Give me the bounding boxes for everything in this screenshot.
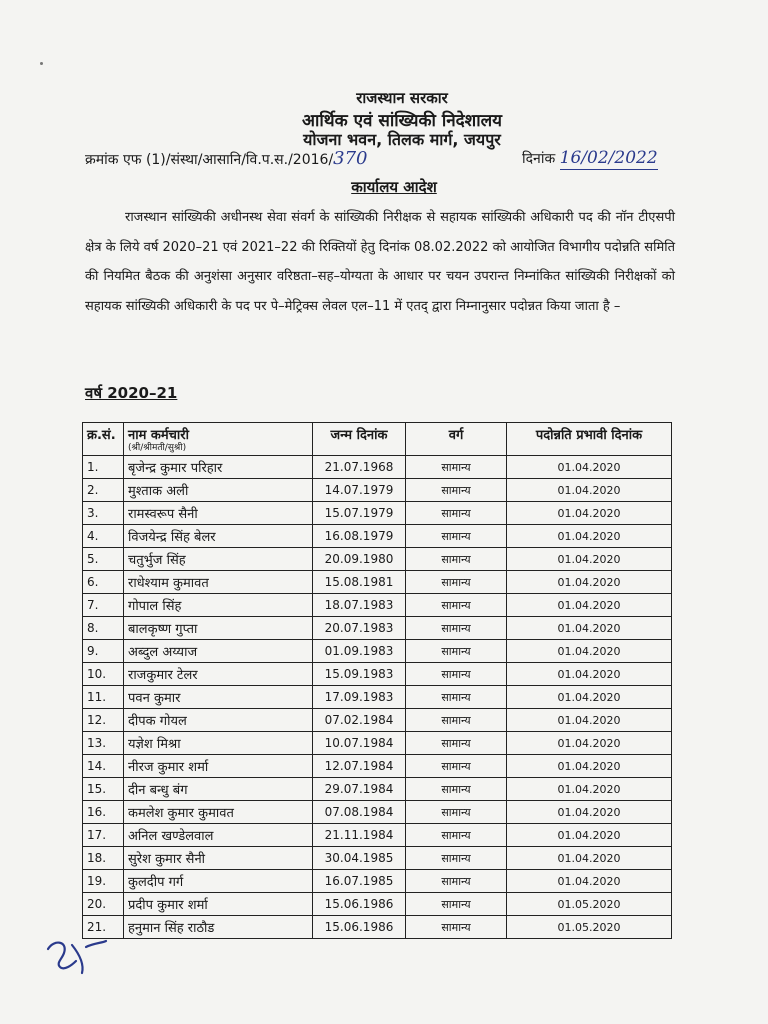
row-effective-date: 01.04.2020 [507,456,672,479]
row-name: बृजेन्द्र कुमार परिहार [124,456,313,479]
row-name: सुरेश कुमार सैनी [124,847,313,870]
row-sn: 7. [83,594,124,617]
row-dob: 01.09.1983 [313,640,406,663]
row-effective-date: 01.04.2020 [507,640,672,663]
row-effective-date: 01.05.2020 [507,916,672,939]
table-row [83,663,672,686]
row-effective-date: 01.04.2020 [507,732,672,755]
row-sn: 5. [83,548,124,571]
header-sn: क्र.सं. [83,423,124,456]
row-sn: 10. [83,663,124,686]
row-dob: 20.09.1980 [313,548,406,571]
row-dob: 29.07.1984 [313,778,406,801]
table-row [83,870,672,893]
row-name: प्रदीप कुमार शर्मा [124,893,313,916]
row-sn: 12. [83,709,124,732]
row-name: राधेश्याम कुमावत [124,571,313,594]
row-category: सामान्य [406,801,507,824]
row-effective-date: 01.04.2020 [507,801,672,824]
row-name: अब्दुल अय्याज [124,640,313,663]
date-label: दिनांक [522,151,556,167]
row-effective-date: 01.04.2020 [507,617,672,640]
row-category: सामान्य [406,686,507,709]
header-name-label: नाम कर्मचारी [128,428,189,443]
table-row [83,502,672,525]
row-sn: 9. [83,640,124,663]
row-effective-date: 01.04.2020 [507,870,672,893]
header-name [124,423,313,456]
row-dob: 16.07.1985 [313,870,406,893]
row-sn: 15. [83,778,124,801]
row-name: दीन बन्धु बंग [124,778,313,801]
row-dob: 18.07.1983 [313,594,406,617]
row-sn: 2. [83,479,124,502]
row-sn: 21. [83,916,124,939]
scan-speck [40,62,43,65]
row-dob: 15.09.1983 [313,663,406,686]
row-sn: 16. [83,801,124,824]
row-category: सामान्य [406,502,507,525]
row-dob: 15.06.1986 [313,893,406,916]
row-sn: 20. [83,893,124,916]
row-dob: 21.07.1968 [313,456,406,479]
row-dob: 30.04.1985 [313,847,406,870]
row-sn: 6. [83,571,124,594]
row-dob: 15.06.1986 [313,916,406,939]
order-body-paragraph: राजस्थान सांख्यिकी अधीनस्थ सेवा संवर्ग के सांख्यिकी निरीक्षक से सहायक सांख्यिकी अधिकारी पद की नॉन टीएसपी क्षेत्र के लिये वर्ष 2020–21 एवं 2021–22 की रिक्तियों हेतु दिनांक 08.02.2022 को आयोजित विभागीय पदोन्नति समिति की नियमित बैठक की अनुशंसा अनुसार वरिष्ठता–सह–योग्यता के आधार पर चयन उपरान्त निम्नांकित सांख्यिकी निरीक्षकों को सहायक सांख्यिकी अधिकारी के पद पर पे–मेट्रिक्स लेवल एल–11 में एतद् द्वारा निम्नानुसार पदोन्नत किया जाता है – [85,210,675,314]
row-name: नीरज कुमार शर्मा [124,755,313,778]
row-name: बालकृष्ण गुप्ता [124,617,313,640]
row-category: सामान्य [406,847,507,870]
row-sn: 3. [83,502,124,525]
row-dob: 16.08.1979 [313,525,406,548]
header-government: राजस्थान सरकार [356,89,448,107]
year-heading: वर्ष 2020–21 [85,384,178,402]
order-title: कार्यालय आदेश [351,178,437,196]
table-row [83,709,672,732]
row-category: सामान्य [406,824,507,847]
row-sn: 4. [83,525,124,548]
row-effective-date: 01.04.2020 [507,755,672,778]
row-dob: 12.07.1984 [313,755,406,778]
row-name: विजयेन्द्र सिंह बेलर [124,525,313,548]
row-name: रामस्वरूप सैनी [124,502,313,525]
table-row [83,548,672,571]
row-name: अनिल खण्डेलवाल [124,824,313,847]
table-row [83,617,672,640]
row-category: सामान्य [406,870,507,893]
row-name: दीपक गोयल [124,709,313,732]
header-name-sub: (श्री/श्रीमती/सुश्री) [128,443,187,453]
row-category: सामान्य [406,916,507,939]
row-sn: 14. [83,755,124,778]
row-dob: 21.11.1984 [313,824,406,847]
row-dob: 10.07.1984 [313,732,406,755]
row-effective-date: 01.04.2020 [507,479,672,502]
row-sn: 19. [83,870,124,893]
row-effective-date: 01.04.2020 [507,502,672,525]
date-handwritten: 16/02/2022 [559,148,658,168]
row-effective-date: 01.04.2020 [507,709,672,732]
table-row [83,571,672,594]
header-address: योजना भवन, तिलक मार्ग, जयपुर [303,130,501,149]
row-effective-date: 01.04.2020 [507,548,672,571]
row-effective-date: 01.04.2020 [507,663,672,686]
row-category: सामान्य [406,571,507,594]
row-sn: 1. [83,456,124,479]
date-line [522,148,658,168]
table-row [83,916,672,939]
row-name: मुश्ताक अली [124,479,313,502]
row-effective-date: 01.04.2020 [507,571,672,594]
table-row [83,847,672,870]
row-name: कुलदीप गर्ग [124,870,313,893]
row-name: कमलेश कुमार कुमावत [124,801,313,824]
table-row [83,456,672,479]
table-row [83,755,672,778]
header-directorate: आर्थिक एवं सांख्यिकी निदेशालय [301,111,503,131]
promotion-table [82,422,672,939]
table-row [83,594,672,617]
row-category: सामान्य [406,548,507,571]
row-category: सामान्य [406,755,507,778]
handwritten-initial-mark [42,935,112,980]
row-category: सामान्य [406,640,507,663]
table-row [83,525,672,548]
row-dob: 14.07.1979 [313,479,406,502]
reference-number-handwritten: 370 [333,148,368,169]
row-sn: 17. [83,824,124,847]
row-effective-date: 01.04.2020 [507,525,672,548]
row-name: गोपाल सिंह [124,594,313,617]
row-dob: 20.07.1983 [313,617,406,640]
row-dob: 07.08.1984 [313,801,406,824]
row-dob: 17.09.1983 [313,686,406,709]
table-row [83,479,672,502]
reference-line [85,148,368,169]
header-category: वर्ग [406,423,507,456]
row-category: सामान्य [406,617,507,640]
row-category: सामान्य [406,479,507,502]
table-row [83,824,672,847]
header-effective-date: पदोन्नति प्रभावी दिनांक [507,423,672,456]
table-row [83,686,672,709]
row-dob: 15.08.1981 [313,571,406,594]
table-header-row [83,423,672,456]
row-category: सामान्य [406,456,507,479]
row-name: चतुर्भुज सिंह [124,548,313,571]
table-row [83,893,672,916]
row-sn: 11. [83,686,124,709]
row-sn: 18. [83,847,124,870]
row-name: राजकुमार टेलर [124,663,313,686]
row-dob: 07.02.1984 [313,709,406,732]
row-category: सामान्य [406,663,507,686]
row-effective-date: 01.04.2020 [507,686,672,709]
row-sn: 13. [83,732,124,755]
row-name: यज्ञेश मिश्रा [124,732,313,755]
row-effective-date: 01.04.2020 [507,594,672,617]
table-row [83,732,672,755]
row-category: सामान्य [406,594,507,617]
row-sn: 8. [83,617,124,640]
row-dob: 15.07.1979 [313,502,406,525]
table-row [83,640,672,663]
table-row [83,801,672,824]
row-category: सामान्य [406,732,507,755]
row-category: सामान्य [406,525,507,548]
row-effective-date: 01.05.2020 [507,893,672,916]
row-category: सामान्य [406,893,507,916]
row-effective-date: 01.04.2020 [507,778,672,801]
row-category: सामान्य [406,778,507,801]
header-dob: जन्म दिनांक [313,423,406,456]
table-row [83,778,672,801]
row-name: पवन कुमार [124,686,313,709]
row-effective-date: 01.04.2020 [507,847,672,870]
row-name: हनुमान सिंह राठौड [124,916,313,939]
row-effective-date: 01.04.2020 [507,824,672,847]
row-category: सामान्य [406,709,507,732]
reference-prefix: क्रमांक एफ (1)/संस्था/आसानि/वि.प.स./2016/ [85,152,334,168]
